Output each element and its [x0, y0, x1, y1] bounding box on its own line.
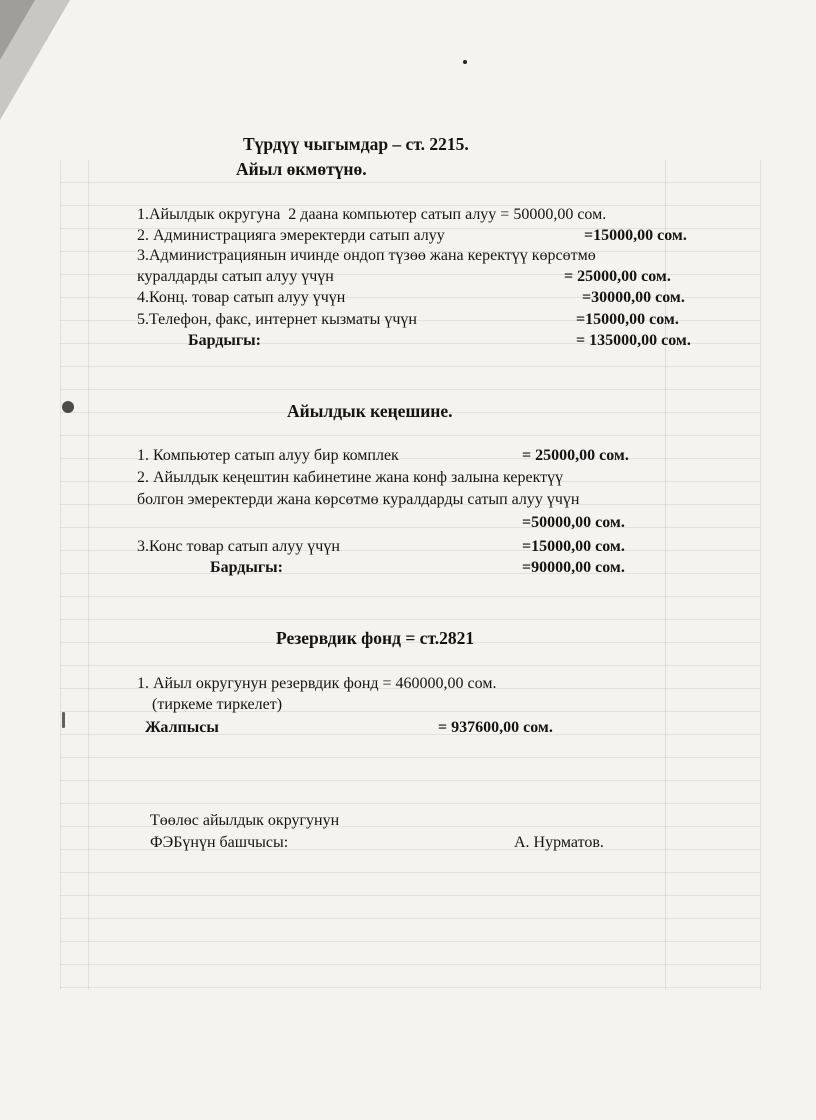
- section2-total-amount: =90000,00 сом.: [522, 559, 625, 576]
- expense-line: 2. Администрацияга эмеректерди сатып алуу: [137, 227, 445, 244]
- expense-amount: =50000,00 сом.: [522, 514, 625, 531]
- grand-total-label: Жалпысы: [145, 719, 219, 736]
- expense-amount: =15000,00 сом.: [584, 227, 687, 244]
- grand-total-amount: = 937600,00 сом.: [438, 719, 553, 736]
- section1-total-label: Бардыгы:: [188, 332, 261, 349]
- speck: [463, 60, 467, 64]
- expense-line: 5.Телефон, факс, интернет кызматы үчүн: [137, 311, 417, 328]
- punch-hole-mark: [62, 712, 65, 728]
- expense-line: 1. Компьютер сатып алуу бир комплек: [137, 447, 399, 464]
- section1-total-amount: = 135000,00 сом.: [576, 332, 691, 349]
- section2-total-label: Бардыгы:: [210, 559, 283, 576]
- signature-title: Төөлөс айылдык округунун: [150, 812, 340, 829]
- expense-amount: =15000,00 сом.: [522, 538, 625, 555]
- show-through-line: [88, 160, 89, 990]
- attachment-note: (тиркеме тиркелет): [152, 696, 283, 713]
- expense-amount: = 25000,00 сом.: [522, 447, 629, 464]
- expense-line: куралдарды сатып алуу үчүн: [137, 268, 334, 285]
- expense-line: 4.Конц. товар сатып алуу үчүн: [137, 289, 346, 306]
- expense-line: 3.Конс товар сатып алуу үчүн: [137, 538, 340, 555]
- expense-line: 1.Айылдык округуна 2 даана компьютер сатып алуу = 50000,00 сом.: [137, 206, 607, 223]
- folded-corner-shadow: [0, 0, 35, 60]
- expense-amount: = 25000,00 сом.: [564, 268, 671, 285]
- reserve-fund-line: 1. Айыл округунун резервдик фонд = 460000,00 сом.: [137, 675, 497, 692]
- section2-title: Айылдык кеңешине.: [287, 401, 453, 421]
- signature-name: А. Нурматов.: [514, 834, 604, 851]
- punch-hole-mark: [62, 401, 74, 413]
- expense-amount: =15000,00 сом.: [576, 311, 679, 328]
- section1-title: Түрдүү чыгымдар – ст. 2215.: [243, 134, 469, 154]
- signature-position: ФЭБүнүн башчысы:: [150, 834, 289, 851]
- expense-line: болгон эмеректерди жана көрсөтмө куралдарды сатып алуу үчүн: [137, 491, 580, 508]
- expense-line: 3.Администрациянын ичинде ондоп түзөө жана керектүү көрсөтмө: [137, 247, 596, 264]
- section3-title: Резервдик фонд = ст.2821: [276, 628, 475, 648]
- expense-amount: =30000,00 сом.: [582, 289, 685, 306]
- show-through-line: [760, 160, 761, 990]
- section1-subtitle: Айыл өкмөтүнө.: [236, 159, 367, 179]
- expense-line: 2. Айылдык кеңештин кабинетине жана конф залына керектүү: [137, 469, 564, 486]
- show-through-line: [60, 160, 61, 990]
